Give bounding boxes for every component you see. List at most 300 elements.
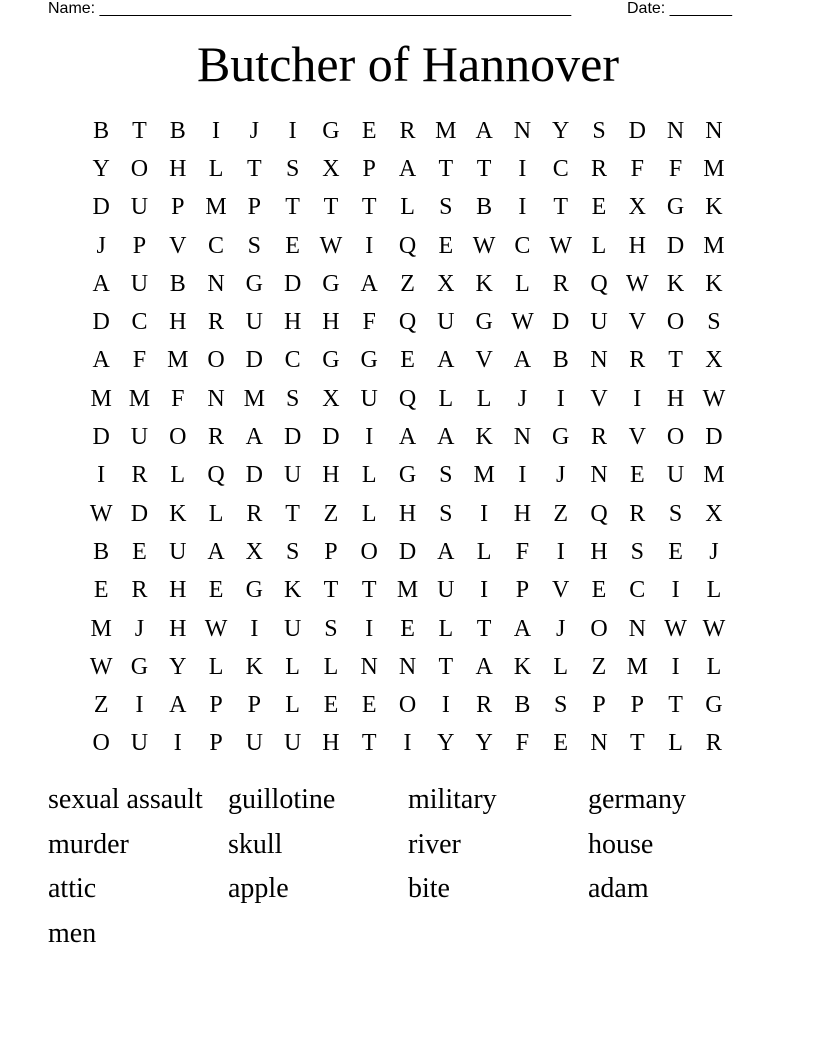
grid-cell: B (93, 117, 110, 144)
grid-cell: S (285, 538, 300, 565)
grid-cell: S (285, 155, 300, 182)
grid-cell: W (89, 653, 113, 680)
grid-cell: L (668, 730, 683, 757)
grid-cell: L (515, 270, 530, 297)
grid-cell: P (247, 692, 262, 719)
grid-cell: Y (169, 653, 187, 680)
grid-cell: I (671, 653, 680, 680)
grid-cell: X (245, 538, 263, 565)
grid-cell: A (475, 653, 493, 680)
grid-cell: B (514, 692, 531, 719)
grid-cell: R (131, 577, 148, 604)
grid-cell: R (591, 155, 608, 182)
grid-cell: J (517, 385, 528, 412)
grid-cell: V (475, 347, 493, 374)
grid-cell: S (439, 500, 453, 527)
grid-cell: Y (437, 730, 455, 757)
grid-cell: S (247, 232, 262, 259)
grid-cell: K (705, 194, 723, 221)
grid-cell: U (283, 730, 302, 757)
grid-cell: R (629, 500, 646, 527)
grid-cell: O (207, 347, 225, 374)
grid-cell: P (247, 194, 262, 221)
grid-cell: L (208, 653, 224, 680)
grid-cell: L (285, 653, 300, 680)
grid-cell: B (169, 270, 186, 297)
name-field: Name: _____________________________________________________ (48, 0, 572, 17)
grid-cell: A (245, 424, 263, 451)
grid-cell: I (250, 615, 259, 642)
grid-cell: Q (398, 309, 417, 336)
grid-cell: U (245, 309, 263, 336)
grid-cell: V (628, 309, 646, 336)
grid-cell: O (169, 424, 187, 451)
grid-cell: A (437, 424, 455, 451)
grid-cell: I (633, 385, 642, 412)
grid-cell: T (668, 347, 683, 374)
grid-cell: R (705, 730, 722, 757)
grid-cell: H (322, 309, 340, 336)
grid-cell: P (592, 692, 606, 719)
grid-cell: I (97, 462, 106, 489)
grid-cell: O (590, 615, 608, 642)
grid-cell: L (400, 194, 415, 221)
grid-cell: P (324, 538, 338, 565)
grid-cell: A (398, 155, 417, 182)
grid-cell: T (361, 577, 377, 604)
word-bank-item: men (48, 918, 97, 950)
grid-cell: F (171, 385, 185, 412)
grid-cell: M (90, 615, 112, 642)
grid-cell: Q (590, 500, 608, 527)
grid-cell: I (212, 117, 221, 144)
grid-cell: L (476, 538, 492, 565)
grid-cell: A (207, 538, 225, 565)
grid-cell: T (323, 577, 339, 604)
grid-cell: Z (400, 270, 415, 297)
grid-cell: N (398, 653, 417, 680)
grid-cell: J (134, 615, 145, 642)
grid-cell: L (285, 692, 300, 719)
grid-cell: I (671, 577, 680, 604)
word-bank-item: skull (228, 828, 283, 860)
grid-cell: J (249, 117, 259, 144)
grid-cell: F (668, 155, 683, 182)
grid-cell: I (518, 462, 527, 489)
grid-cell: T (361, 730, 377, 757)
grid-cell: C (284, 347, 301, 374)
grid-cell: U (283, 615, 302, 642)
grid-cell: M (243, 385, 265, 412)
grid-cell: W (664, 615, 687, 642)
grid-cell: H (398, 500, 417, 527)
grid-cell: R (399, 117, 416, 144)
grid-cell: O (666, 309, 685, 336)
grid-cell: G (322, 270, 340, 297)
grid-cell: D (92, 309, 110, 336)
grid-cell: R (476, 692, 493, 719)
grid-cell: A (437, 347, 455, 374)
word-bank (48, 780, 768, 959)
grid-cell: N (628, 615, 646, 642)
grid-cell: N (590, 462, 608, 489)
word-bank-item: military (408, 784, 497, 815)
grid-cell: T (629, 730, 645, 757)
grid-cell: S (324, 615, 338, 642)
grid-cell: U (130, 270, 149, 297)
grid-cell: A (475, 117, 493, 144)
grid-cell: K (475, 424, 493, 451)
grid-cell: K (283, 577, 302, 604)
grid-cell: N (666, 117, 685, 144)
grid-cell: O (666, 424, 685, 451)
grid-cell: N (513, 424, 532, 451)
grid-cell: H (513, 500, 532, 527)
letter-grid (82, 112, 733, 763)
grid-cell: I (365, 424, 374, 451)
grid-cell: A (92, 347, 110, 374)
grid-cell: Z (553, 500, 569, 527)
word-bank-item: germany (588, 784, 686, 815)
grid-cell: D (283, 270, 302, 297)
grid-cell: O (92, 730, 110, 757)
grid-cell: F (362, 309, 376, 336)
grid-cell: U (360, 385, 378, 412)
grid-cell: M (128, 385, 151, 412)
grid-cell: Z (591, 653, 607, 680)
grid-cell: A (360, 270, 378, 297)
grid-cell: M (703, 155, 725, 182)
grid-cell: Q (398, 385, 417, 412)
grid-cell: L (208, 155, 224, 182)
grid-cell: U (130, 424, 149, 451)
grid-cell: I (288, 117, 297, 144)
grid-cell: M (703, 462, 725, 489)
grid-cell: A (92, 270, 110, 297)
grid-cell: G (398, 462, 417, 489)
grid-cell: Q (398, 232, 417, 259)
grid-cell: M (703, 232, 725, 259)
word-bank-item: guillotine (228, 784, 336, 815)
grid-cell: E (591, 577, 607, 604)
grid-cell: A (398, 424, 417, 451)
grid-cell: D (398, 538, 417, 565)
grid-cell: H (169, 155, 187, 182)
grid-cell: I (518, 155, 527, 182)
grid-cell: B (552, 347, 569, 374)
grid-cell: O (130, 155, 149, 182)
grid-cell: U (130, 730, 149, 757)
grid-cell: S (668, 500, 683, 527)
grid-cell: K (666, 270, 685, 297)
grid-cell: W (702, 615, 726, 642)
grid-cell: K (245, 653, 263, 680)
grid-cell: M (90, 385, 112, 412)
grid-cell: I (480, 577, 489, 604)
grid-cell: E (285, 232, 300, 259)
grid-cell: Q (590, 270, 608, 297)
grid-cell: S (439, 194, 453, 221)
grid-cell: C (131, 309, 148, 336)
word-bank-item: house (588, 828, 654, 860)
grid-cell: P (132, 232, 147, 259)
grid-cell: U (590, 309, 608, 336)
grid-cell: C (514, 232, 531, 259)
grid-cell: W (702, 385, 726, 412)
grid-cell: Z (323, 500, 339, 527)
grid-cell: G (322, 347, 340, 374)
word-bank-item: bite (408, 873, 450, 905)
grid-cell: T (323, 194, 339, 221)
grid-cell: I (403, 730, 412, 757)
grid-cell: F (630, 155, 644, 182)
grid-cell: P (209, 692, 223, 719)
grid-cell: E (361, 117, 377, 144)
grid-cell: R (629, 347, 646, 374)
grid-cell: P (209, 730, 223, 757)
grid-cell: D (245, 462, 263, 489)
grid-cell: R (208, 424, 225, 451)
grid-cell: S (554, 692, 568, 719)
grid-cell: E (361, 692, 377, 719)
grid-cell: Y (92, 155, 110, 182)
grid-cell: P (171, 194, 185, 221)
grid-cell: E (93, 577, 109, 604)
word-bank-item: sexual assault (48, 784, 203, 815)
grid-cell: M (396, 577, 419, 604)
grid-cell: W (204, 615, 228, 642)
grid-cell: K (475, 270, 493, 297)
grid-cell: A (169, 692, 187, 719)
grid-cell: U (169, 538, 187, 565)
grid-cell: W (319, 232, 343, 259)
grid-cell: H (169, 577, 187, 604)
grid-cell: D (666, 232, 685, 259)
grid-cell: W (89, 500, 113, 527)
grid-cell: U (130, 194, 149, 221)
grid-cell: T (361, 194, 377, 221)
grid-cell: T (438, 653, 454, 680)
grid-cell: T (247, 155, 262, 182)
grid-cell: I (480, 500, 489, 527)
date-field: Date: _______ (627, 0, 732, 17)
grid-cell: P (515, 577, 530, 604)
grid-cell: L (476, 385, 492, 412)
grid-cell: S (439, 462, 453, 489)
grid-cell: D (283, 424, 302, 451)
grid-cell: K (169, 500, 187, 527)
grid-cell: A (513, 615, 532, 642)
grid-cell: U (437, 577, 455, 604)
grid-cell: N (360, 653, 378, 680)
grid-cell: H (169, 309, 187, 336)
grid-cell: S (707, 309, 721, 336)
grid-cell: K (513, 653, 532, 680)
grid-cell: S (592, 117, 606, 144)
grid-cell: W (625, 270, 649, 297)
grid-cell: R (246, 500, 263, 527)
grid-cell: P (362, 155, 376, 182)
grid-cell: Y (475, 730, 493, 757)
grid-cell: W (472, 232, 496, 259)
grid-cell: K (705, 270, 723, 297)
grid-cell: J (556, 615, 566, 642)
grid-cell: A (437, 538, 455, 565)
grid-cell: E (208, 577, 224, 604)
grid-cell: G (245, 577, 263, 604)
grid-cell: B (169, 117, 186, 144)
grid-cell: N (705, 117, 723, 144)
grid-cell: X (705, 500, 723, 527)
grid-cell: B (93, 538, 110, 565)
grid-cell: E (323, 692, 339, 719)
grid-cell: H (169, 615, 187, 642)
grid-cell: N (207, 385, 225, 412)
word-bank-item: river (408, 828, 461, 860)
grid-cell: I (556, 385, 565, 412)
grid-cell: U (245, 730, 263, 757)
grid-cell: C (629, 577, 646, 604)
grid-cell: N (590, 730, 608, 757)
word-bank-item: attic (48, 873, 97, 905)
grid-cell: G (475, 309, 493, 336)
grid-cell: D (705, 424, 723, 451)
grid-cell: I (365, 232, 374, 259)
grid-cell: C (552, 155, 569, 182)
grid-cell: L (706, 653, 722, 680)
grid-cell: X (628, 194, 646, 221)
grid-cell: Z (93, 692, 109, 719)
grid-cell: H (666, 385, 685, 412)
grid-cell: L (591, 232, 607, 259)
grid-cell: L (323, 653, 339, 680)
grid-cell: L (438, 385, 454, 412)
grid-cell: U (437, 309, 455, 336)
grid-cell: U (666, 462, 685, 489)
grid-cell: D (130, 500, 149, 527)
grid-cell: H (322, 462, 340, 489)
grid-cell: Q (207, 462, 225, 489)
grid-cell: O (360, 538, 378, 565)
grid-cell: S (630, 538, 644, 565)
grid-cell: H (628, 232, 646, 259)
grid-cell: D (245, 347, 263, 374)
grid-cell: N (207, 270, 225, 297)
grid-cell: X (437, 270, 455, 297)
grid-cell: L (361, 500, 377, 527)
grid-cell: D (92, 424, 110, 451)
grid-cell: I (365, 615, 374, 642)
grid-cell: G (705, 692, 723, 719)
grid-cell: D (552, 309, 570, 336)
grid-cell: G (322, 117, 340, 144)
grid-cell: T (553, 194, 569, 221)
grid-cell: F (515, 538, 530, 565)
grid-cell: Y (552, 117, 570, 144)
grid-cell: L (438, 615, 454, 642)
grid-cell: V (590, 385, 608, 412)
grid-cell: D (322, 424, 340, 451)
grid-cell: L (208, 500, 224, 527)
grid-cell: V (628, 424, 646, 451)
grid-cell: D (92, 194, 110, 221)
grid-cell: S (285, 385, 300, 412)
grid-cell: E (400, 347, 415, 374)
grid-cell: D (628, 117, 646, 144)
grid-cell: I (556, 538, 565, 565)
grid-cell: I (135, 692, 144, 719)
header-row (48, 0, 748, 20)
grid-cell: W (549, 232, 573, 259)
grid-cell: L (553, 653, 569, 680)
grid-cell: G (130, 653, 149, 680)
grid-cell: H (590, 538, 608, 565)
grid-cell: T (438, 155, 454, 182)
grid-cell: I (441, 692, 450, 719)
grid-cell: G (245, 270, 263, 297)
grid-cell: T (285, 194, 300, 221)
word-bank-item: murder (48, 828, 129, 860)
grid-cell: F (132, 347, 147, 374)
word-bank-item: apple (228, 873, 289, 905)
grid-cell: T (476, 155, 492, 182)
grid-cell: L (361, 462, 377, 489)
grid-cell: X (322, 385, 340, 412)
grid-cell: G (552, 424, 570, 451)
grid-cell: F (515, 730, 530, 757)
grid-cell: E (132, 538, 147, 565)
grid-cell: X (322, 155, 340, 182)
grid-cell: C (208, 232, 225, 259)
grid-cell: T (285, 500, 300, 527)
grid-cell: E (668, 538, 683, 565)
grid-cell: O (398, 692, 417, 719)
grid-cell: U (283, 462, 302, 489)
grid-cell: I (173, 730, 182, 757)
grid-cell: B (476, 194, 493, 221)
grid-cell: N (590, 347, 608, 374)
grid-cell: E (591, 194, 607, 221)
grid-cell: T (132, 117, 147, 144)
grid-cell: E (553, 730, 569, 757)
grid-cell: A (513, 347, 532, 374)
grid-cell: M (167, 347, 189, 374)
grid-cell: G (360, 347, 378, 374)
grid-cell: R (131, 462, 148, 489)
grid-cell: T (668, 692, 683, 719)
grid-cell: M (435, 117, 457, 144)
grid-cell: M (205, 194, 227, 221)
grid-cell: X (705, 347, 723, 374)
grid-cell: E (438, 232, 454, 259)
grid-cell: M (473, 462, 495, 489)
grid-cell: I (518, 194, 527, 221)
grid-cell: M (626, 653, 648, 680)
grid-cell: V (169, 232, 187, 259)
grid-cell: E (629, 462, 645, 489)
grid-cell: W (511, 309, 534, 336)
grid-cell: E (400, 615, 415, 642)
grid-cell: J (96, 232, 106, 259)
grid-cell: N (513, 117, 532, 144)
grid-cell: J (556, 462, 566, 489)
grid-cell: P (630, 692, 644, 719)
grid-cell: L (706, 577, 722, 604)
grid-cell: T (476, 615, 492, 642)
grid-cell: H (283, 309, 302, 336)
grid-cell: G (666, 194, 685, 221)
grid-cell: R (208, 309, 225, 336)
